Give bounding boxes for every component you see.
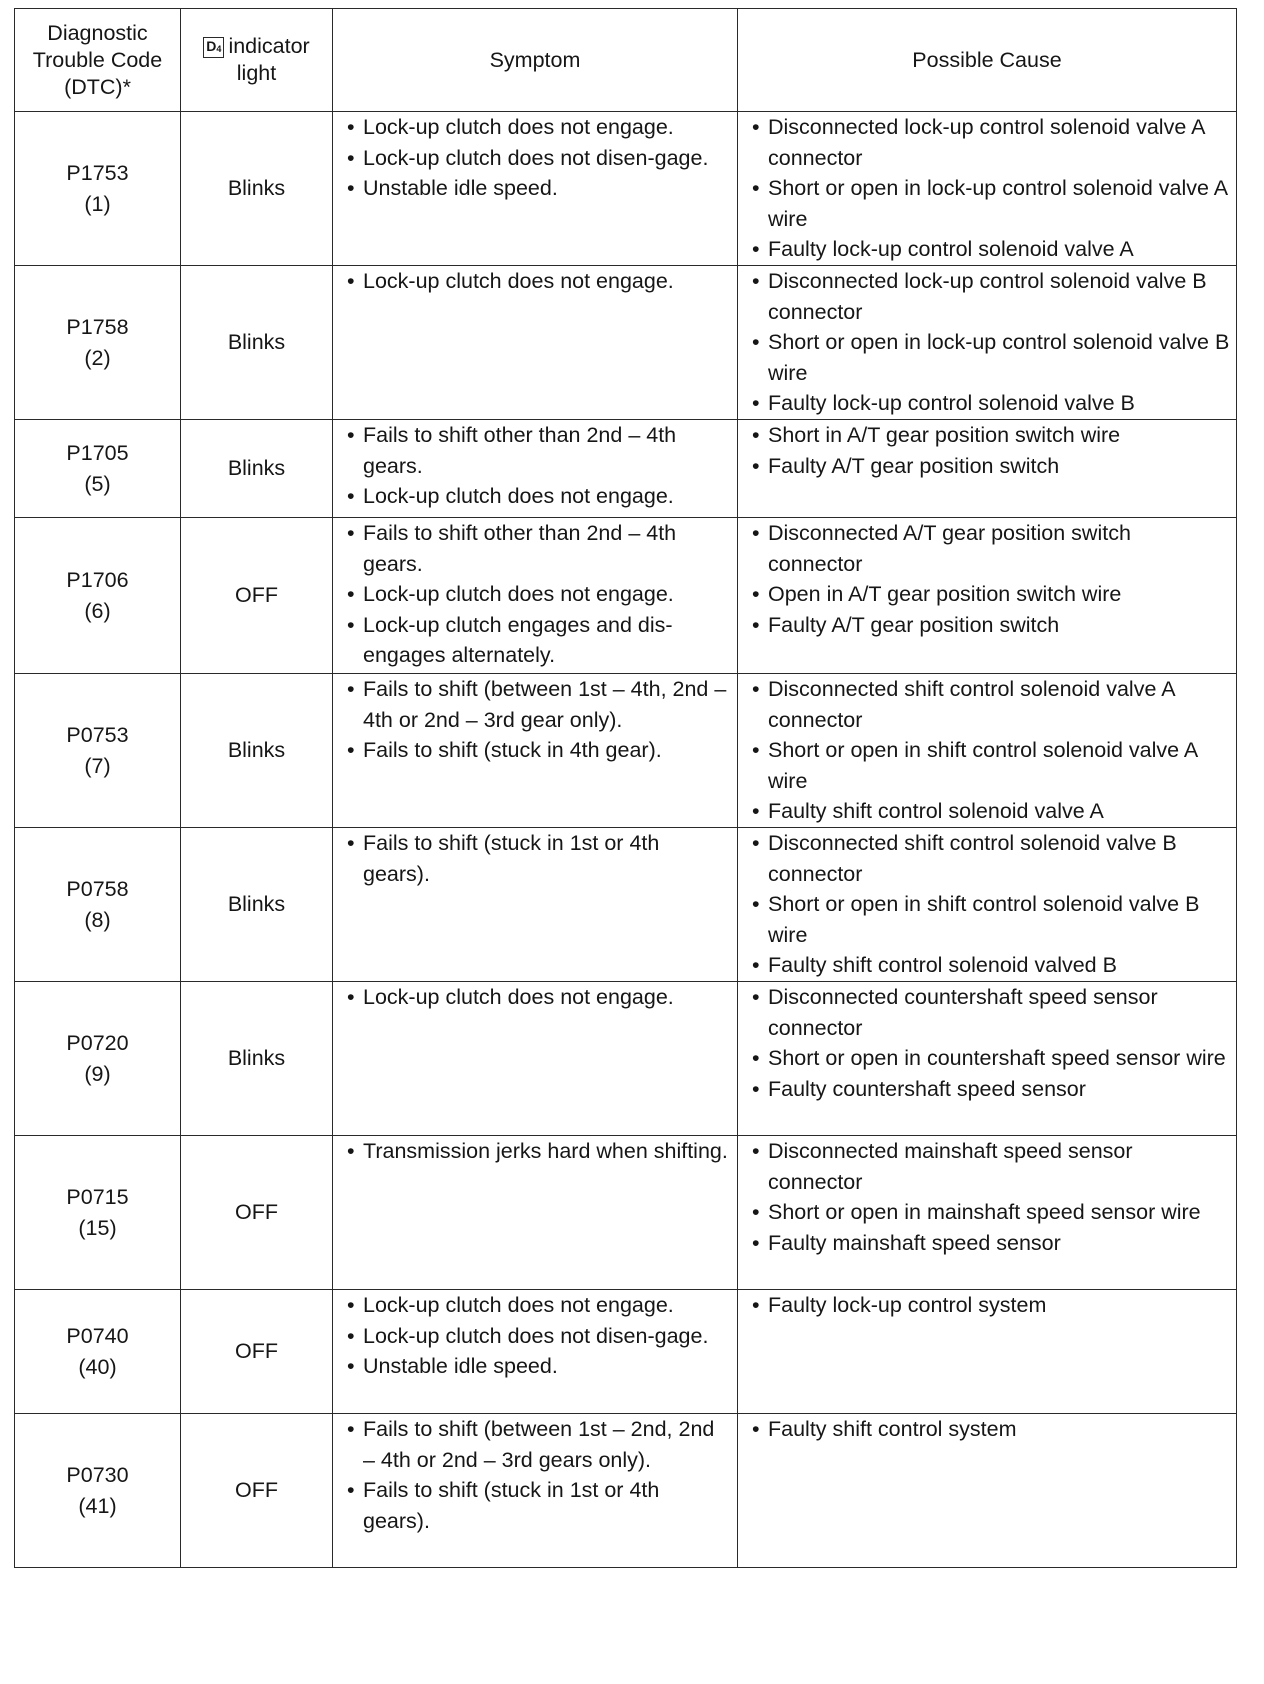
header-symptom: Symptom	[333, 9, 738, 112]
d4-indicator-icon: $D_4$	[203, 37, 224, 58]
table-row	[15, 982, 1237, 1136]
symptom-item: • Fails to shift (stuck in 1st or 4th gears).	[345, 828, 731, 889]
table-header	[15, 9, 1237, 112]
cause-item: • Short or open in shift control solenoid valve A wire	[750, 735, 1230, 796]
header-code	[15, 9, 181, 112]
table-row	[15, 828, 1237, 982]
cause-item: • Faulty A/T gear position switch	[750, 451, 1230, 482]
cause-item: • Faulty shift control solenoid valve A	[750, 796, 1230, 827]
dtc-code-cell	[15, 1136, 181, 1290]
dtc-code: P1705	[66, 441, 129, 465]
header-row	[15, 9, 1237, 112]
symptom-item: • Lock-up clutch does not engage.	[345, 266, 731, 297]
symptom-cell	[333, 518, 738, 674]
symptom-list	[333, 1290, 737, 1382]
cause-list	[738, 112, 1236, 265]
symptom-item: • Lock-up clutch does not engage.	[345, 579, 731, 610]
table-body	[15, 112, 1237, 1568]
dtc-code-cell	[15, 982, 181, 1136]
header-indicator-line: light	[236, 61, 277, 85]
symptom-item: • Fails to shift other than 2nd – 4th gears.	[345, 420, 731, 481]
indicator-light-status: OFF	[181, 1136, 333, 1290]
indicator-light-status: OFF	[181, 518, 333, 674]
dtc-blink-count: (40)	[78, 1354, 117, 1379]
symptom-list	[333, 1414, 737, 1536]
cause-item: • Faulty A/T gear position switch	[750, 610, 1230, 641]
dtc-code-cell	[15, 1290, 181, 1414]
dtc-code: P0753	[66, 723, 129, 747]
dtc-blink-count: (8)	[84, 907, 111, 932]
cause-item: • Disconnected countershaft speed sensor connector	[750, 982, 1230, 1043]
cause-item: • Faulty mainshaft speed sensor	[750, 1228, 1230, 1259]
table-row	[15, 1414, 1237, 1568]
dtc-code-cell	[15, 420, 181, 518]
dtc-code: P1758	[66, 315, 129, 339]
dtc-code: P0720	[66, 1031, 129, 1055]
cause-cell	[738, 266, 1237, 420]
symptom-cell	[333, 674, 738, 828]
symptom-item: • Fails to shift other than 2nd – 4th gears.	[345, 518, 731, 579]
cause-item: • Faulty shift control system	[750, 1414, 1230, 1445]
cause-item: • Short or open in mainshaft speed sensor wire	[750, 1197, 1230, 1228]
cause-item: • Short or open in shift control solenoid valve B wire	[750, 889, 1230, 950]
symptom-cell	[333, 420, 738, 518]
cause-item: • Disconnected lock-up control solenoid valve B connector	[750, 266, 1230, 327]
symptom-cell	[333, 1290, 738, 1414]
dtc-blink-count: (1)	[84, 191, 111, 216]
cause-item: • Faulty lock-up control solenoid valve B	[750, 388, 1230, 419]
indicator-light-status: Blinks	[181, 828, 333, 982]
dtc-code: P0740	[66, 1324, 129, 1348]
cause-list	[738, 982, 1236, 1104]
cause-list	[738, 518, 1236, 640]
symptom-cell	[333, 1136, 738, 1290]
symptom-item: • Lock-up clutch does not engage.	[345, 112, 731, 143]
header-code-line: Trouble Code	[32, 47, 163, 72]
cause-cell	[738, 1290, 1237, 1414]
dtc-code: P1753	[66, 161, 129, 185]
dtc-blink-count: (7)	[84, 753, 111, 778]
cause-list	[738, 1290, 1236, 1321]
symptom-item: • Fails to shift (stuck in 1st or 4th gears).	[345, 1475, 731, 1536]
cause-list	[738, 1136, 1236, 1258]
symptom-cell	[333, 112, 738, 266]
cause-item: • Short or open in countershaft speed sensor wire	[750, 1043, 1230, 1074]
symptom-item: • Lock-up clutch does not engage.	[345, 982, 731, 1013]
symptom-list	[333, 982, 737, 1013]
symptom-list	[333, 518, 737, 671]
dtc-code-cell	[15, 828, 181, 982]
header-cause: Possible Cause	[738, 9, 1237, 112]
indicator-light-status: Blinks	[181, 674, 333, 828]
indicator-light-status: Blinks	[181, 112, 333, 266]
symptom-item: • Lock-up clutch does not engage.	[345, 481, 731, 512]
cause-cell	[738, 518, 1237, 674]
symptom-item: • Fails to shift (between 1st – 2nd, 2nd – 4th or 2nd – 3rd gears only).	[345, 1414, 731, 1475]
dtc-blink-count: (41)	[78, 1493, 117, 1518]
table-row	[15, 420, 1237, 518]
dtc-code: P0730	[66, 1463, 129, 1487]
indicator-light-status: Blinks	[181, 420, 333, 518]
symptom-item: • Fails to shift (stuck in 4th gear).	[345, 735, 731, 766]
cause-item: • Short or open in lock-up control solenoid valve A wire	[750, 173, 1230, 234]
dtc-blink-count: (2)	[84, 345, 111, 370]
cause-list	[738, 420, 1236, 481]
header-indicator-line: indicator	[228, 34, 310, 58]
cause-item: • Short in A/T gear position switch wire	[750, 420, 1230, 451]
symptom-cell	[333, 828, 738, 982]
dtc-code-cell	[15, 112, 181, 266]
symptom-item: • Unstable idle speed.	[345, 1351, 731, 1382]
cause-item: • Faulty shift control solenoid valved B	[750, 950, 1230, 981]
cause-cell	[738, 1136, 1237, 1290]
symptom-list	[333, 828, 737, 889]
cause-list	[738, 1414, 1236, 1445]
cause-cell	[738, 112, 1237, 266]
symptom-cell	[333, 982, 738, 1136]
symptom-list	[333, 112, 737, 204]
cause-cell	[738, 982, 1237, 1136]
cause-cell	[738, 1414, 1237, 1568]
cause-item: • Faulty countershaft speed sensor	[750, 1074, 1230, 1105]
header-indicator	[181, 9, 333, 112]
symptom-item: • Lock-up clutch does not disen-gage.	[345, 143, 731, 174]
cause-list	[738, 828, 1236, 981]
cause-item: • Disconnected mainshaft speed sensor connector	[750, 1136, 1230, 1197]
cause-item: • Disconnected shift control solenoid valve A connector	[750, 674, 1230, 735]
cause-item: • Open in A/T gear position switch wire	[750, 579, 1230, 610]
cause-item: • Disconnected shift control solenoid valve B connector	[750, 828, 1230, 889]
symptom-list	[333, 420, 737, 512]
header-code-line: Diagnostic	[47, 20, 148, 45]
dtc-code: P1706	[66, 568, 129, 592]
dtc-blink-count: (6)	[84, 598, 111, 623]
header-code-line: (DTC)*	[64, 74, 131, 99]
symptom-item: • Transmission jerks hard when shifting.	[345, 1136, 731, 1167]
indicator-light-status: Blinks	[181, 266, 333, 420]
cause-cell	[738, 420, 1237, 518]
symptom-list	[333, 266, 737, 297]
indicator-light-status: OFF	[181, 1414, 333, 1568]
cause-item: • Short or open in lock-up control solenoid valve B wire	[750, 327, 1230, 388]
dtc-code: P0715	[66, 1185, 129, 1209]
cause-cell	[738, 828, 1237, 982]
symptom-item: • Lock-up clutch does not disen-gage.	[345, 1321, 731, 1352]
symptom-cell	[333, 1414, 738, 1568]
cause-list	[738, 674, 1236, 827]
dtc-code: P0758	[66, 877, 129, 901]
dtc-code-cell	[15, 266, 181, 420]
dtc-blink-count: (5)	[84, 471, 111, 496]
cause-item: • Faulty lock-up control system	[750, 1290, 1230, 1321]
table-row	[15, 1290, 1237, 1414]
table-row	[15, 674, 1237, 828]
symptom-item: • Lock-up clutch engages and dis-engages alternately.	[345, 610, 731, 671]
indicator-light-status: Blinks	[181, 982, 333, 1136]
dtc-blink-count: (9)	[84, 1061, 111, 1086]
indicator-light-status: OFF	[181, 1290, 333, 1414]
symptom-list	[333, 674, 737, 766]
dtc-code-cell	[15, 518, 181, 674]
symptom-item: • Fails to shift (between 1st – 4th, 2nd – 4th or 2nd – 3rd gear only).	[345, 674, 731, 735]
table-row	[15, 266, 1237, 420]
cause-item: • Disconnected lock-up control solenoid valve A connector	[750, 112, 1230, 173]
table-row	[15, 518, 1237, 674]
symptom-cell	[333, 266, 738, 420]
dtc-table	[14, 8, 1237, 1568]
cause-item: • Faulty lock-up control solenoid valve A	[750, 234, 1230, 265]
symptom-item: • Unstable idle speed.	[345, 173, 731, 204]
cause-item: • Disconnected A/T gear position switch connector	[750, 518, 1230, 579]
symptom-item: • Lock-up clutch does not engage.	[345, 1290, 731, 1321]
dtc-code-cell	[15, 674, 181, 828]
symptom-list	[333, 1136, 737, 1167]
table-row	[15, 1136, 1237, 1290]
dtc-code-cell	[15, 1414, 181, 1568]
cause-list	[738, 266, 1236, 419]
table-row	[15, 112, 1237, 266]
cause-cell	[738, 674, 1237, 828]
dtc-blink-count: (15)	[78, 1215, 117, 1240]
